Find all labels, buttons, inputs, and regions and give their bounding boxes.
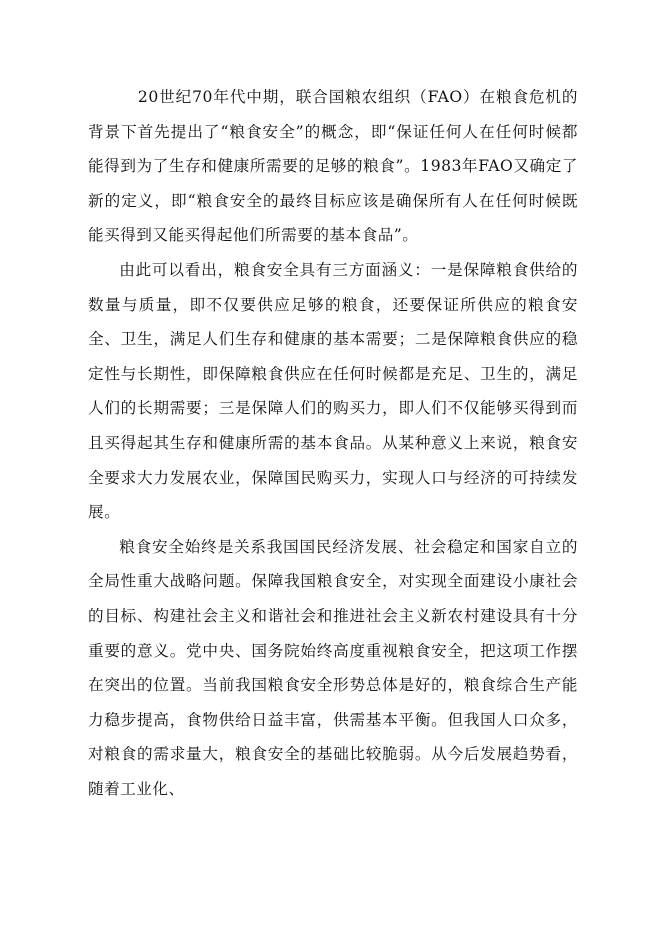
- paragraph-strategic-importance: 粮食安全始终是关系我国国民经济发展、社会稳定和国家自立的全局性重大战略问题。保障我国粮食安全，对实现全面建设小康社会的目标、构建社会主义和谐社会和推进社会主义新农村建设具有十分重要的意义。党中央、国务院始终高度重视粮食安全，把这项工作摆在突出的位置。当前我国粮食安全形势总体是好的，粮食综合生产能力稳步提高，食物供给日益丰富，供需基本平衡。但我国人口众多，对粮食的需求量大，粮食安全的基础比较脆弱。从今后发展趋势看，随着工业化、: [88, 537, 578, 798]
- paragraph-three-meanings: 由此可以看出，粮食安全具有三方面涵义：一是保障粮食供给的数量与质量，即不仅要供应足够的粮食，还要保证所供应的粮食安全、卫生，满足人们生存和健康的基本需要；二是保障粮食供应的稳定性与长期性，即保障粮食供应在任何时候都是充足、卫生的，满足人们的长期需要；三是保障人们的购买力，即人们不仅能够买得到而且买得起其生存和健康所需的基本食品。从某种意义上来说，粮食安全要求大力发展农业，保障国民购买力，实现人口与经济的可持续发展。: [88, 260, 578, 522]
- paragraph-fao-definition: 20世纪70年代中期，联合国粮农组织（FAO）在粮食危机的背景下首先提出了“粮食安全”的概念，即“保证任何人在任何时候都能得到为了生存和健康所需要的足够的粮食”。1983年FAO又确定了新的定义，即“粮食安全的最终目标应该是确保所有人在任何时候既能买得到又能买得起他们所需要的基本食品”。: [88, 88, 578, 245]
- body-text: [88, 80, 578, 806]
